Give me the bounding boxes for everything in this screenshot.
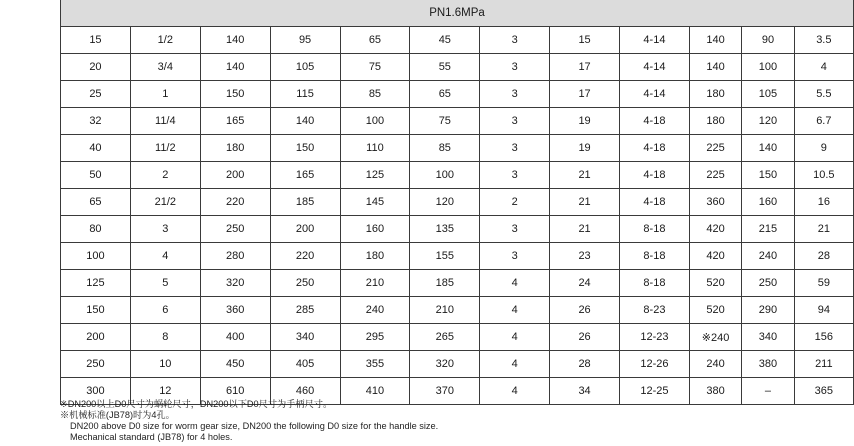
table-cell: 85 bbox=[340, 81, 410, 108]
table-cell: 105 bbox=[742, 81, 794, 108]
table-cell: 100 bbox=[340, 108, 410, 135]
table-cell: 3 bbox=[480, 27, 550, 54]
table-cell: 420 bbox=[689, 243, 741, 270]
table-cell: 520 bbox=[689, 297, 741, 324]
table-cell: 19 bbox=[550, 108, 620, 135]
table-cell: 210 bbox=[410, 297, 480, 324]
table-cell: 8 bbox=[130, 324, 200, 351]
table-cell: 610 bbox=[200, 378, 270, 405]
table-cell: 300 bbox=[61, 378, 131, 405]
table-cell: 220 bbox=[270, 243, 340, 270]
table-cell: 160 bbox=[340, 216, 410, 243]
table-cell: 360 bbox=[200, 297, 270, 324]
table-cell: 120 bbox=[742, 108, 794, 135]
table-cell: 115 bbox=[270, 81, 340, 108]
table-cell: 380 bbox=[689, 378, 741, 405]
table-cell: 65 bbox=[61, 189, 131, 216]
footnotes bbox=[60, 399, 438, 443]
table-cell: 265 bbox=[410, 324, 480, 351]
table-cell: 200 bbox=[270, 216, 340, 243]
table-cell: 140 bbox=[270, 108, 340, 135]
table-cell: 4-18 bbox=[620, 189, 690, 216]
table-cell: 4-18 bbox=[620, 135, 690, 162]
table-cell: 3.5 bbox=[794, 27, 853, 54]
table-cell: 21 bbox=[550, 216, 620, 243]
table-cell: 4-18 bbox=[620, 162, 690, 189]
table-row bbox=[61, 81, 854, 108]
table-cell: 20 bbox=[61, 54, 131, 81]
spec-sheet bbox=[60, 0, 854, 405]
table-cell: – bbox=[742, 378, 794, 405]
table-cell: 185 bbox=[270, 189, 340, 216]
table-cell: 110 bbox=[340, 135, 410, 162]
table-cell: 95 bbox=[270, 27, 340, 54]
table-row bbox=[61, 270, 854, 297]
table-cell: 250 bbox=[61, 351, 131, 378]
table-cell: 460 bbox=[270, 378, 340, 405]
table-cell: 120 bbox=[410, 189, 480, 216]
table-cell: 2 bbox=[130, 162, 200, 189]
table-cell: 4 bbox=[480, 324, 550, 351]
table-cell: 200 bbox=[200, 162, 270, 189]
pressure-rating-header: PN1.6MPa bbox=[61, 0, 854, 27]
table-cell: 4 bbox=[130, 243, 200, 270]
table-cell: 360 bbox=[689, 189, 741, 216]
table-cell: 11/2 bbox=[130, 135, 200, 162]
table-cell: 5 bbox=[130, 270, 200, 297]
table-cell: 90 bbox=[742, 27, 794, 54]
table-cell: 420 bbox=[689, 216, 741, 243]
table-cell: 355 bbox=[340, 351, 410, 378]
table-cell: 100 bbox=[410, 162, 480, 189]
footnote-cn-1: ※DN200以上D0尺寸为蜗轮尺寸，DN200以下D0尺寸为手柄尺寸。 bbox=[60, 399, 333, 409]
table-cell: 180 bbox=[689, 81, 741, 108]
table-cell: 320 bbox=[410, 351, 480, 378]
table-cell: 4-18 bbox=[620, 108, 690, 135]
table-row bbox=[61, 297, 854, 324]
table-cell: 140 bbox=[200, 54, 270, 81]
table-cell: 150 bbox=[270, 135, 340, 162]
footnote-en-2: Mechanical standard (JB78) for 4 holes. bbox=[70, 432, 233, 442]
table-cell: 3 bbox=[480, 216, 550, 243]
table-cell: 8-18 bbox=[620, 270, 690, 297]
table-cell: 26 bbox=[550, 324, 620, 351]
table-cell: 2 bbox=[480, 189, 550, 216]
table-cell: 75 bbox=[340, 54, 410, 81]
table-cell: 21 bbox=[550, 189, 620, 216]
table-cell: 3 bbox=[480, 54, 550, 81]
table-cell: 240 bbox=[689, 351, 741, 378]
table-cell: 340 bbox=[270, 324, 340, 351]
table-cell: 17 bbox=[550, 54, 620, 81]
table-cell: 3 bbox=[480, 243, 550, 270]
table-cell: 140 bbox=[689, 54, 741, 81]
table-cell: 28 bbox=[794, 243, 853, 270]
table-cell: 32 bbox=[61, 108, 131, 135]
table-cell: 6 bbox=[130, 297, 200, 324]
table-cell: 280 bbox=[200, 243, 270, 270]
table-row bbox=[61, 243, 854, 270]
table-cell: 140 bbox=[689, 27, 741, 54]
table-cell: 160 bbox=[742, 189, 794, 216]
table-cell: 85 bbox=[410, 135, 480, 162]
table-cell: 59 bbox=[794, 270, 853, 297]
table-row bbox=[61, 108, 854, 135]
table-cell: 180 bbox=[689, 108, 741, 135]
table-cell: ※240 bbox=[689, 324, 741, 351]
footnote-cn-2: ※机械标准(JB78)时为4孔。 bbox=[60, 410, 175, 420]
table-cell: 3 bbox=[480, 108, 550, 135]
table-cell: 150 bbox=[742, 162, 794, 189]
table-cell: 220 bbox=[200, 189, 270, 216]
table-cell: 100 bbox=[61, 243, 131, 270]
table-cell: 4-14 bbox=[620, 27, 690, 54]
table-cell: 8-18 bbox=[620, 216, 690, 243]
table-cell: 225 bbox=[689, 135, 741, 162]
table-cell: 21/2 bbox=[130, 189, 200, 216]
table-cell: 12-26 bbox=[620, 351, 690, 378]
table-cell: 15 bbox=[550, 27, 620, 54]
table-cell: 105 bbox=[270, 54, 340, 81]
table-cell: 156 bbox=[794, 324, 853, 351]
table-cell: 10 bbox=[130, 351, 200, 378]
flange-dimension-table bbox=[60, 0, 854, 405]
table-cell: 180 bbox=[340, 243, 410, 270]
table-cell: 180 bbox=[200, 135, 270, 162]
table-cell: 17 bbox=[550, 81, 620, 108]
table-cell: 240 bbox=[742, 243, 794, 270]
table-cell: 320 bbox=[200, 270, 270, 297]
table-row bbox=[61, 162, 854, 189]
table-cell: 410 bbox=[340, 378, 410, 405]
table-cell: 211 bbox=[794, 351, 853, 378]
table-cell: 150 bbox=[61, 297, 131, 324]
pressure-header-row bbox=[61, 0, 854, 27]
table-cell: 19 bbox=[550, 135, 620, 162]
table-cell: 1/2 bbox=[130, 27, 200, 54]
table-row bbox=[61, 351, 854, 378]
table-cell: 4 bbox=[480, 270, 550, 297]
table-cell: 65 bbox=[340, 27, 410, 54]
table-cell: 94 bbox=[794, 297, 853, 324]
table-cell: 290 bbox=[742, 297, 794, 324]
table-cell: 250 bbox=[200, 216, 270, 243]
table-cell: 9 bbox=[794, 135, 853, 162]
table-cell: 80 bbox=[61, 216, 131, 243]
table-row bbox=[61, 189, 854, 216]
table-cell: 16 bbox=[794, 189, 853, 216]
table-cell: 3 bbox=[480, 162, 550, 189]
table-cell: 140 bbox=[200, 27, 270, 54]
table-cell: 4 bbox=[480, 351, 550, 378]
table-cell: 125 bbox=[61, 270, 131, 297]
table-row bbox=[61, 54, 854, 81]
table-cell: 365 bbox=[794, 378, 853, 405]
table-cell: 165 bbox=[200, 108, 270, 135]
table-cell: 12 bbox=[130, 378, 200, 405]
table-cell: 125 bbox=[340, 162, 410, 189]
table-cell: 240 bbox=[340, 297, 410, 324]
table-cell: 24 bbox=[550, 270, 620, 297]
table-cell: 225 bbox=[689, 162, 741, 189]
table-cell: 200 bbox=[61, 324, 131, 351]
table-cell: 21 bbox=[794, 216, 853, 243]
table-cell: 370 bbox=[410, 378, 480, 405]
table-cell: 11/4 bbox=[130, 108, 200, 135]
table-cell: 285 bbox=[270, 297, 340, 324]
table-cell: 65 bbox=[410, 81, 480, 108]
table-cell: 23 bbox=[550, 243, 620, 270]
table-cell: 5.5 bbox=[794, 81, 853, 108]
table-cell: 12-23 bbox=[620, 324, 690, 351]
table-cell: 3/4 bbox=[130, 54, 200, 81]
table-cell: 135 bbox=[410, 216, 480, 243]
table-cell: 1 bbox=[130, 81, 200, 108]
table-cell: 12-25 bbox=[620, 378, 690, 405]
table-cell: 3 bbox=[480, 81, 550, 108]
table-cell: 10.5 bbox=[794, 162, 853, 189]
table-row bbox=[61, 324, 854, 351]
table-cell: 26 bbox=[550, 297, 620, 324]
table-cell: 55 bbox=[410, 54, 480, 81]
table-cell: 100 bbox=[742, 54, 794, 81]
table-cell: 6.7 bbox=[794, 108, 853, 135]
table-cell: 4 bbox=[480, 297, 550, 324]
table-cell: 450 bbox=[200, 351, 270, 378]
table-row bbox=[61, 216, 854, 243]
table-cell: 21 bbox=[550, 162, 620, 189]
table-cell: 520 bbox=[689, 270, 741, 297]
table-cell: 45 bbox=[410, 27, 480, 54]
table-cell: 3 bbox=[130, 216, 200, 243]
table-cell: 75 bbox=[410, 108, 480, 135]
table-cell: 215 bbox=[742, 216, 794, 243]
table-cell: 295 bbox=[340, 324, 410, 351]
table-cell: 4 bbox=[480, 378, 550, 405]
table-cell: 405 bbox=[270, 351, 340, 378]
table-cell: 380 bbox=[742, 351, 794, 378]
table-cell: 250 bbox=[270, 270, 340, 297]
table-row bbox=[61, 27, 854, 54]
table-cell: 165 bbox=[270, 162, 340, 189]
table-cell: 8-18 bbox=[620, 243, 690, 270]
table-cell: 34 bbox=[550, 378, 620, 405]
table-cell: 340 bbox=[742, 324, 794, 351]
footnote-en-1: DN200 above D0 size for worm gear size, DN200 the following D0 size for the handle size. bbox=[70, 421, 439, 431]
table-cell: 140 bbox=[742, 135, 794, 162]
table-cell: 3 bbox=[480, 135, 550, 162]
table-cell: 155 bbox=[410, 243, 480, 270]
table-cell: 250 bbox=[742, 270, 794, 297]
table-cell: 8-23 bbox=[620, 297, 690, 324]
table-cell: 25 bbox=[61, 81, 131, 108]
table-cell: 4-14 bbox=[620, 81, 690, 108]
table-cell: 4-14 bbox=[620, 54, 690, 81]
table-cell: 185 bbox=[410, 270, 480, 297]
table-cell: 50 bbox=[61, 162, 131, 189]
table-cell: 150 bbox=[200, 81, 270, 108]
table-cell: 40 bbox=[61, 135, 131, 162]
table-body bbox=[61, 27, 854, 405]
table-cell: 145 bbox=[340, 189, 410, 216]
table-cell: 210 bbox=[340, 270, 410, 297]
table-cell: 28 bbox=[550, 351, 620, 378]
table-row bbox=[61, 135, 854, 162]
table-cell: 4 bbox=[794, 54, 853, 81]
table-cell: 400 bbox=[200, 324, 270, 351]
table-cell: 15 bbox=[61, 27, 131, 54]
